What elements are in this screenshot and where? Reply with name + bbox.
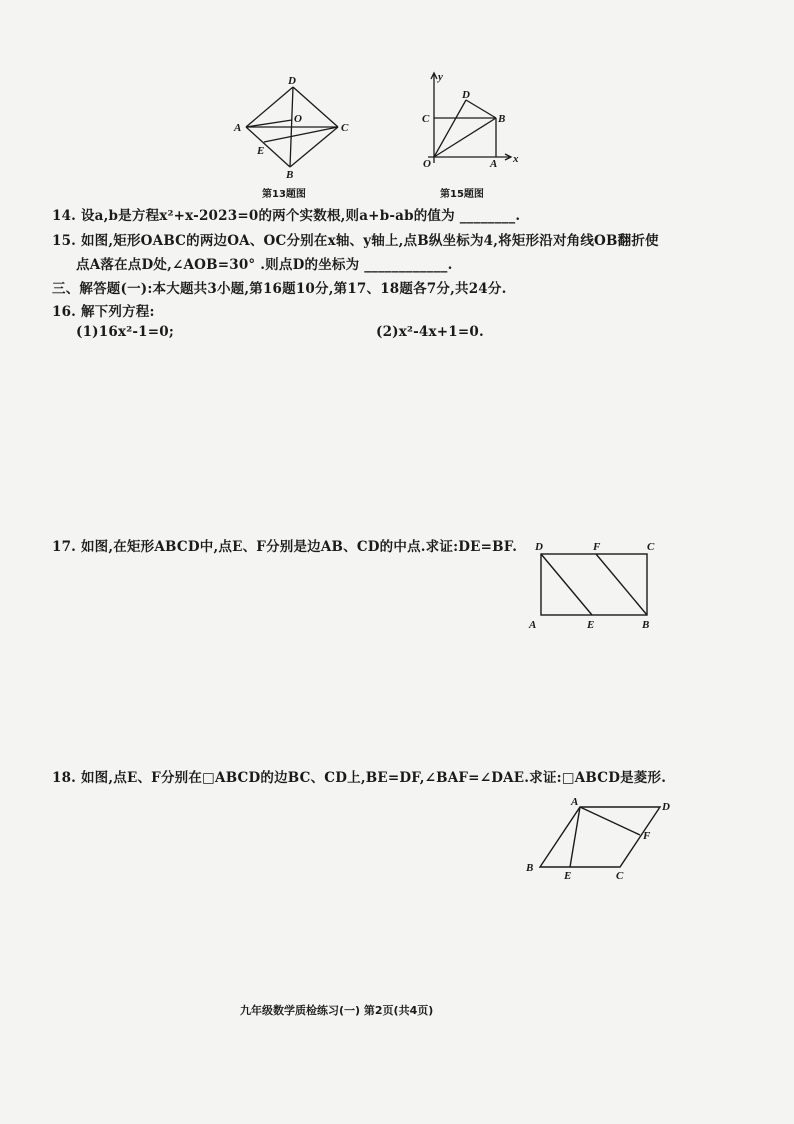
question-17: 17. 如图,在矩形ABCD中,点E、F分别是边AB、CD的中点.求证:DE=BF. xyxy=(52,539,518,555)
fig18-label-B: B xyxy=(526,862,534,874)
fig15-label-y: y xyxy=(438,71,443,83)
fig13-label-O: O xyxy=(294,113,302,125)
fig13-segment-EC xyxy=(264,127,338,142)
question-16: 16. 解下列方程: xyxy=(52,304,155,320)
fig15-label-x: x xyxy=(513,153,519,165)
fig18-label-F: F xyxy=(643,830,651,842)
question-18: 18. 如图,点E、F分别在□ABCD的边BC、CD上,BE=DF,∠BAF=∠DAE.求证:□ABCD是菱形. xyxy=(52,770,667,786)
fig13-label-D: D xyxy=(288,75,296,87)
question-16-part-2: (2)x²-4x+1=0. xyxy=(376,324,484,340)
figure-15-caption: 第15题图 xyxy=(440,189,484,200)
fig15-label-D: D xyxy=(462,89,470,101)
fig15-fold-OD xyxy=(434,100,466,157)
fig17-label-F: F xyxy=(593,541,601,553)
fig17-label-B: B xyxy=(642,619,650,631)
fig15-label-C: C xyxy=(422,113,430,125)
figure-13-caption: 第13题图 xyxy=(262,189,306,200)
fig18-segment-AE xyxy=(570,807,580,867)
fig17-label-C: C xyxy=(647,541,655,553)
fig13-label-B: B xyxy=(286,169,294,181)
section-3-heading: 三、解答题(一):本大题共3小题,第16题10分,第17、18题各7分,共24分. xyxy=(52,281,507,297)
question-16-part-1: (1)16x²-1=0; xyxy=(76,324,175,340)
figure-13 xyxy=(230,72,360,182)
fig15-label-B: B xyxy=(498,113,506,125)
fig17-segment-FB xyxy=(596,554,647,615)
fig13-label-C: C xyxy=(341,122,349,134)
fig13-side-CB xyxy=(290,127,338,167)
question-15-line-1: 15. 如图,矩形OABC的两边OA、OC分别在x轴、y轴上,点B纵坐标为4,将矩形沿对角线OB翻折使 xyxy=(52,233,659,249)
figure-18 xyxy=(522,795,682,885)
fig13-side-BA xyxy=(246,127,290,167)
fig15-label-O: O xyxy=(423,158,431,170)
question-14: 14. 设a,b是方程x²+x-2023=0的两个实数根,则a+b-ab的值为 ________. xyxy=(52,208,521,224)
fig17-segment-DE xyxy=(541,554,592,615)
fig13-label-A: A xyxy=(234,122,242,134)
fig18-segment-AF xyxy=(580,807,640,835)
fig13-label-E: E xyxy=(257,145,265,157)
fig15-fold-DB xyxy=(466,100,496,118)
fig18-label-A: A xyxy=(571,796,579,808)
fig17-label-D: D xyxy=(535,541,543,553)
fig17-rectangle-ABCD xyxy=(541,554,647,615)
fig15-label-A: A xyxy=(490,158,498,170)
page-footer: 九年级数学质检练习(一) 第2页(共4页) xyxy=(240,1004,434,1017)
fig18-label-E: E xyxy=(564,870,572,882)
fig18-label-C: C xyxy=(616,870,624,882)
figure-17 xyxy=(525,536,665,636)
fig17-label-A: A xyxy=(529,619,537,631)
question-15-line-2: 点A落在点D处,∠AOB=30° .则点D的坐标为 ____________. xyxy=(76,257,453,273)
fig17-label-E: E xyxy=(587,619,595,631)
fig15-diagonal-OB xyxy=(434,118,496,157)
fig18-label-D: D xyxy=(662,801,670,813)
figure-15 xyxy=(418,68,528,173)
